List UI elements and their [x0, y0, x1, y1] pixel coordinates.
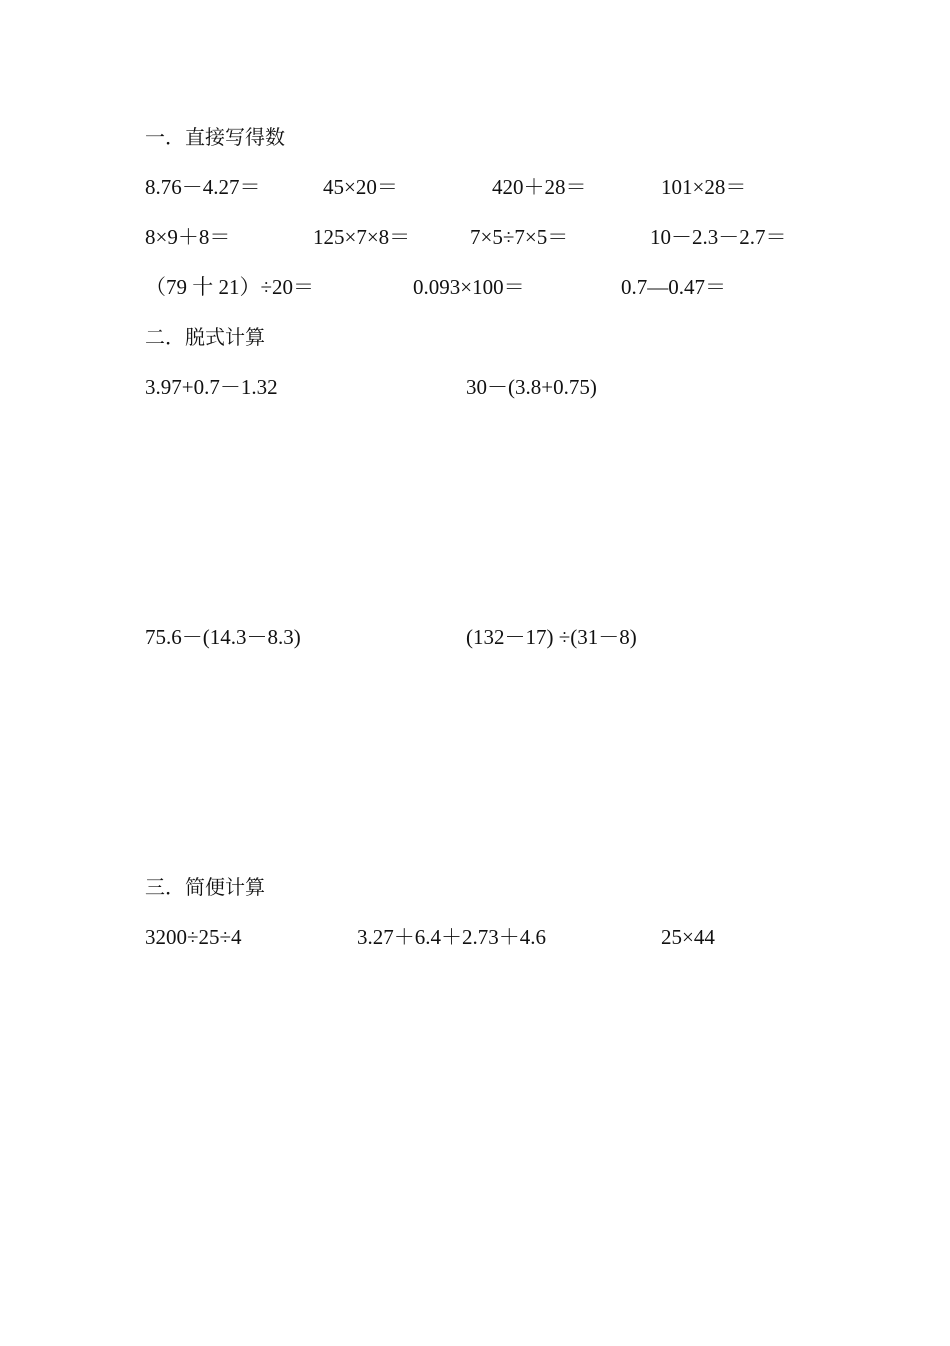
problem-1-1: 8.76－4.27＝	[145, 175, 261, 199]
problem-1-9: （79 十 21）÷20＝	[145, 275, 315, 299]
problem-1-7: 7×5÷7×5＝	[470, 225, 569, 249]
problem-3-1: 3200÷25÷4	[145, 925, 242, 949]
problem-1-2: 45×20＝	[323, 175, 398, 199]
problem-1-5: 8×9＋8＝	[145, 225, 231, 249]
problem-1-3: 420＋28＝	[492, 175, 587, 199]
problem-1-6: 125×7×8＝	[313, 225, 411, 249]
section-2-heading: 二．脱式计算	[145, 325, 265, 349]
problem-2-4: (132－17) ÷(31－8)	[466, 625, 637, 649]
problem-1-11: 0.7—0.47＝	[621, 275, 726, 299]
section-3-heading: 三．简便计算	[145, 875, 265, 899]
section-1-heading: 一．直接写得数	[145, 125, 285, 149]
problem-1-4: 101×28＝	[661, 175, 747, 199]
problem-1-8: 10－2.3－2.7＝	[650, 225, 787, 249]
problem-2-3: 75.6－(14.3－8.3)	[145, 625, 301, 649]
problem-3-2: 3.27＋6.4＋2.73＋4.6	[357, 925, 546, 949]
problem-2-2: 30－(3.8+0.75)	[466, 375, 597, 399]
problem-1-10: 0.093×100＝	[413, 275, 525, 299]
problem-3-3: 25×44	[661, 925, 715, 949]
problem-2-1: 3.97+0.7－1.32	[145, 375, 278, 399]
